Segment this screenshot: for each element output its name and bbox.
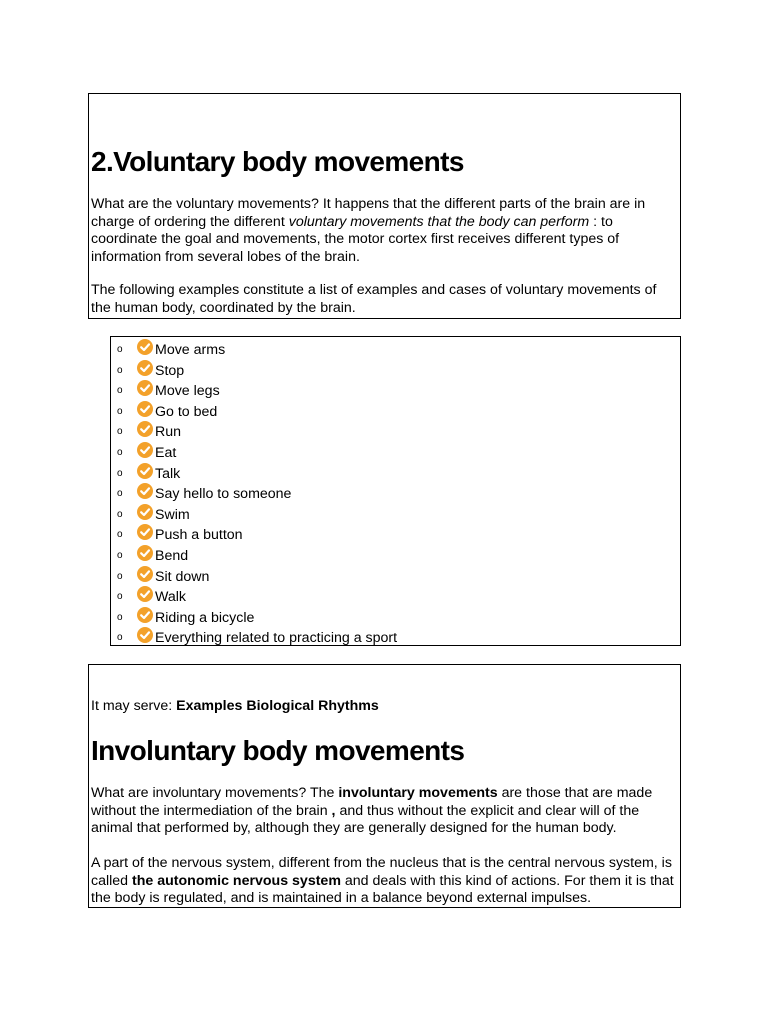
check-circle-icon xyxy=(137,463,153,479)
list-item-label: Move arms xyxy=(155,342,226,358)
check-circle-icon xyxy=(137,360,153,376)
bullet-marker: o xyxy=(117,344,123,355)
list-item-label: Sit down xyxy=(155,568,210,585)
involuntary-intro-bold-2: , xyxy=(331,802,336,819)
list-item-label: Stop xyxy=(155,362,185,379)
involuntary-intro-text-1: What are involuntary movements? The xyxy=(91,785,339,801)
bullet-marker: o xyxy=(117,549,123,561)
bullet-marker: o xyxy=(117,426,123,438)
check-circle-icon xyxy=(137,566,153,582)
voluntary-examples-paragraph: The following examples constitute a list of examples and cases of voluntary movements of the human body, coordinated by the brain. xyxy=(91,282,657,316)
section-title-involuntary: Involuntary body movements xyxy=(91,735,465,766)
voluntary-section xyxy=(88,93,681,319)
check-circle-icon xyxy=(137,627,153,643)
check-circle-icon xyxy=(137,586,153,602)
check-circle-icon xyxy=(137,339,153,355)
voluntary-intro-italic: voluntary movements that the body can perform xyxy=(288,213,590,230)
bullet-marker: o xyxy=(117,405,123,417)
list-item-label: Riding a bicycle xyxy=(155,609,255,626)
voluntary-examples-list-box xyxy=(110,336,681,646)
list-item-label: Move legs xyxy=(155,383,220,400)
check-circle-icon xyxy=(137,545,153,561)
bullet-marker: o xyxy=(117,446,123,458)
list-item-label: Eat xyxy=(155,444,177,461)
bullet-marker: o xyxy=(117,632,123,644)
autonomic-paragraph xyxy=(91,855,676,908)
list-item-label: Run xyxy=(155,424,182,441)
check-circle-icon xyxy=(137,483,153,499)
voluntary-intro-text-2: : to coordinate the goal and movements, the motor cortex first receives different types of information from several lobes of the brain. xyxy=(91,213,620,265)
autonomic-bold: the autonomic nervous system xyxy=(132,872,341,889)
list-item-label: Bend xyxy=(155,547,189,564)
may-serve-line xyxy=(91,698,676,716)
involuntary-intro-bold-1: involuntary movements xyxy=(338,785,498,801)
check-circle-icon xyxy=(137,421,153,437)
voluntary-intro-paragraph xyxy=(91,196,676,266)
involuntary-section xyxy=(88,664,681,908)
may-serve-link[interactable]: Examples Biological Rhythms xyxy=(176,698,379,714)
check-circle-icon xyxy=(137,401,153,417)
list-item-label: Walk xyxy=(155,589,187,606)
may-serve-prefix: It may serve: xyxy=(91,698,177,714)
list-item-label: Push a button xyxy=(155,527,243,544)
voluntary-intro-text-1: What are the voluntary movements? It happens that the different parts of the brain are in charge of ordering the different xyxy=(91,196,646,230)
list-item-label: Say hello to someone xyxy=(155,486,292,503)
bullet-marker: o xyxy=(117,591,123,603)
bullet-marker: o xyxy=(117,529,123,541)
autonomic-text-2: and deals with this kind of actions. For them it is that the body is regulated, and is maintained in a balance beyond external impulses. xyxy=(91,872,674,906)
bullet-marker: o xyxy=(117,611,123,623)
check-circle-icon xyxy=(137,442,153,458)
bullet-marker: o xyxy=(117,570,123,582)
list-item-label: Go to bed xyxy=(155,403,218,420)
involuntary-intro-paragraph xyxy=(91,785,676,838)
bullet-marker: o xyxy=(117,508,123,520)
bullet-marker: o xyxy=(117,488,123,500)
bullet-marker: o xyxy=(117,467,123,479)
involuntary-intro-text-3: and thus without the explicit and clear will of the animal that performed by, although they are generally designed for the human body. xyxy=(91,802,640,836)
list-item-label: Swim xyxy=(155,506,190,523)
list-item-label: Everything related to practicing a sport xyxy=(155,630,398,647)
involuntary-intro-text-2: are those that are made without the intermediation of the brain xyxy=(91,785,653,819)
check-circle-icon xyxy=(137,524,153,540)
bullet-marker: o xyxy=(117,364,123,376)
list-item-label: Talk xyxy=(155,465,181,482)
check-circle-icon xyxy=(137,607,153,623)
bullet-marker: o xyxy=(117,385,123,397)
autonomic-text-1: A part of the nervous system, different from the nucleus that is the central nervous system, is called xyxy=(91,855,672,889)
section-title-voluntary: 2.Voluntary body movements xyxy=(91,146,464,177)
check-circle-icon xyxy=(137,380,153,396)
check-circle-icon xyxy=(137,504,153,520)
